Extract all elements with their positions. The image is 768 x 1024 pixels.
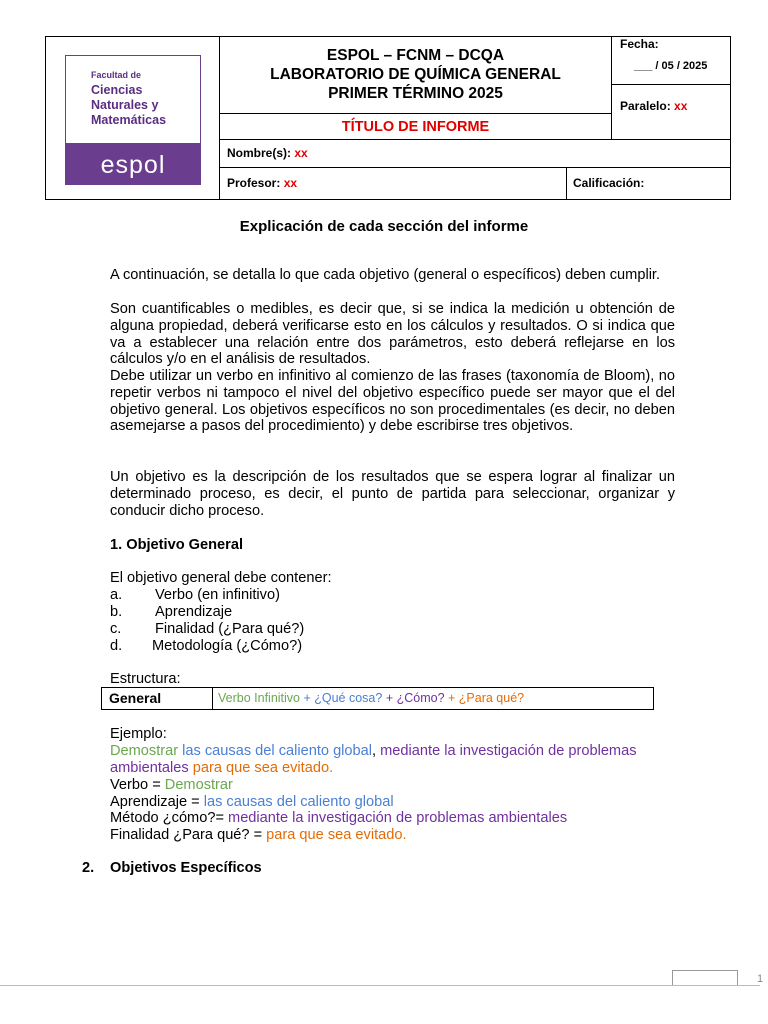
breakdown-label: Verbo = xyxy=(110,777,165,793)
ejemplo-line xyxy=(110,760,333,777)
formula-plus: + xyxy=(444,691,459,705)
header-divider xyxy=(219,139,731,140)
nombres-value: xx xyxy=(294,146,308,160)
estructura-row-label: General xyxy=(102,688,213,709)
objetivos-especificos-number: 2. xyxy=(82,860,95,876)
list-item-marker: d. xyxy=(110,638,123,654)
nombres-field xyxy=(227,146,308,160)
formula-plus: + xyxy=(300,691,315,705)
breakdown-line xyxy=(110,777,233,794)
list-item: Aprendizaje xyxy=(155,604,233,620)
logo-line: Ciencias xyxy=(91,83,143,97)
header-divider xyxy=(219,113,611,114)
ejemplo-metodo: mediante la investigación de problemas xyxy=(376,743,637,759)
breakdown-line xyxy=(110,810,567,827)
intro-paragraph: Son cuantificables o medibles, es decir que, si se indica la medición u obtención de alguna propiedad, deberá verificarse esto en los cálculos y resultados. O si indica que va a establecer una relación entre dos parámetros, esto deberá reflejarse en los cálculos y/o en el análisis de resultados. xyxy=(110,301,675,368)
profesor-label: Profesor: xyxy=(227,176,281,190)
header-title-line: ESPOL – FCNM – DCQA xyxy=(326,47,505,64)
breakdown-label: Método ¿cómo?= xyxy=(110,810,229,826)
header-divider xyxy=(611,84,731,85)
estructura-formula xyxy=(218,688,524,708)
formula-que: ¿Qué cosa? xyxy=(314,691,383,705)
paralelo-value: xx xyxy=(674,99,688,113)
footer-line xyxy=(0,985,760,986)
header-title-line: PRIMER TÉRMINO 2025 xyxy=(328,85,503,102)
breakdown-value: las causas del caliento global xyxy=(203,794,394,810)
formula-para: ¿Para qué? xyxy=(458,691,525,705)
ejemplo-comma: , xyxy=(372,743,377,759)
ejemplo-aprendizaje: las causas del caliento global xyxy=(178,743,373,759)
ejemplo-finalidad: para que sea evitado. xyxy=(188,760,334,776)
logo-faculty-small: Facultad de xyxy=(91,70,142,80)
logo-line: Matemáticas xyxy=(91,113,167,127)
header-divider xyxy=(611,36,612,139)
fecha-label: Fecha: xyxy=(620,37,659,51)
intro-paragraph: Debe utilizar un verbo en infinitivo al comienzo de las frases (taxonomía de Bloom), no repetir verbos ni tampoco el nivel del objetivo específico puede ser mayor que el del objetivo general. Los objetivos específicos no son procedimentales (es decir, no deben asemejarse a pasos del procedimiento) y debe escribirse tres objetivos. xyxy=(110,368,675,435)
breakdown-value: mediante la investigación de problemas ambientales xyxy=(228,810,568,826)
formula-verbo: Verbo Infinitivo xyxy=(218,691,300,705)
objetivos-especificos-heading: Objetivos Específicos xyxy=(110,860,262,876)
ejemplo-verbo: Demostrar xyxy=(110,743,179,759)
list-item: Verbo (en infinitivo) xyxy=(155,587,280,603)
calificacion-label: Calificación: xyxy=(573,176,645,190)
section-title: Explicación de cada sección del informe xyxy=(239,218,529,235)
ejemplo-label: Ejemplo: xyxy=(110,726,167,742)
page-number: 1 xyxy=(757,973,764,985)
faculty-logo xyxy=(65,55,201,185)
breakdown-label: Aprendizaje = xyxy=(110,794,204,810)
breakdown-line xyxy=(110,794,394,811)
header-divider xyxy=(566,167,567,200)
estructura-table xyxy=(101,687,654,710)
logo-faculty-name xyxy=(91,83,166,128)
paralelo-label: Paralelo: xyxy=(620,99,671,113)
intro-paragraph: Un objetivo es la descripción de los resultados que se espera lograr al finalizar un determinado proceso, es decir, el punto de partida para seleccionar, organizar y conducir dicho proceso. xyxy=(110,469,675,519)
logo-brand: espol xyxy=(100,151,166,179)
breakdown-label: Finalidad ¿Para qué? = xyxy=(110,827,267,843)
list-item-marker: a. xyxy=(110,587,123,603)
report-title: TÍTULO DE INFORME xyxy=(341,119,490,135)
list-item: Finalidad (¿Para qué?) xyxy=(155,621,305,637)
estructura-label: Estructura: xyxy=(110,671,181,687)
profesor-value: xx xyxy=(283,176,298,190)
list-item-marker: c. xyxy=(110,621,122,637)
breakdown-value: Demostrar xyxy=(164,777,233,793)
header-title-line: LABORATORIO DE QUÍMICA GENERAL xyxy=(270,66,561,83)
formula-plus: + xyxy=(382,691,397,705)
ejemplo-line xyxy=(110,743,637,760)
header-divider xyxy=(219,167,731,168)
list-item: Metodología (¿Cómo?) xyxy=(152,638,303,654)
nombres-label: Nombre(s): xyxy=(227,146,292,160)
formula-como: ¿Cómo? xyxy=(396,691,445,705)
objetivo-general-intro: El objetivo general debe contener: xyxy=(110,570,332,586)
profesor-field xyxy=(227,176,297,190)
breakdown-line xyxy=(110,827,407,844)
footer-box xyxy=(672,970,738,986)
intro-paragraph: A continuación, se detalla lo que cada objetivo (general o específicos) deben cumplir. xyxy=(110,267,661,283)
list-item-marker: b. xyxy=(110,604,123,620)
fecha-value: ___ / 05 / 2025 xyxy=(634,60,708,72)
breakdown-value: para que sea evitado. xyxy=(266,827,407,843)
objetivo-general-heading: 1. Objetivo General xyxy=(110,537,244,553)
paralelo-field xyxy=(620,99,687,113)
ejemplo-metodo: ambientales xyxy=(110,760,189,776)
logo-line: Naturales y xyxy=(91,98,159,112)
